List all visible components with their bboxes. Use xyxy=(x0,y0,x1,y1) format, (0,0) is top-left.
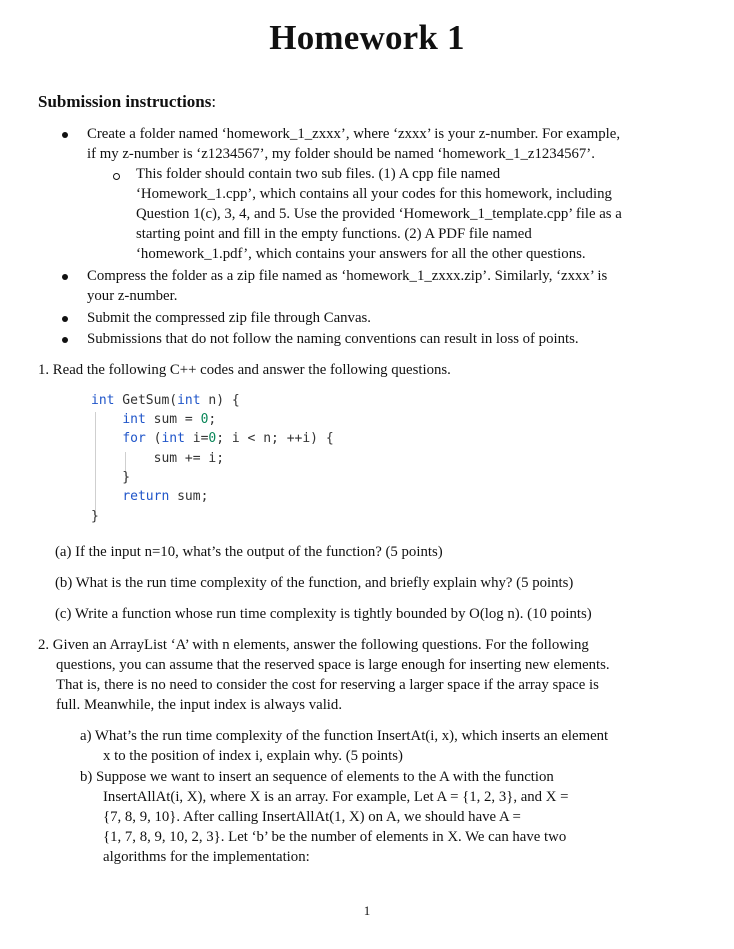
question-2-line-4: full. Meanwhile, the input index is always valid. xyxy=(56,697,343,713)
code-line: int GetSum(int n) { xyxy=(91,393,240,408)
bullet-1-line-2: if my z-number is ‘z1234567’, my folder should be named ‘homework_1_z1234567’. xyxy=(87,146,595,162)
bullet-marker xyxy=(62,132,68,138)
question-2-line-3: That is, there is no need to consider the cost for reserving a larger space if the array space is xyxy=(56,677,599,693)
question-2b-line-1: b) Suppose we want to insert an sequence of elements to the A with the function xyxy=(80,769,554,785)
page-number: 1 xyxy=(363,903,371,918)
code-line: sum += i; xyxy=(91,451,225,466)
question-2-line-2: questions, you can assume that the reserved space is large enough for inserting new elements. xyxy=(56,657,610,673)
question-2b-line-5: algorithms for the implementation: xyxy=(103,849,310,865)
code-line: for (int i=0; i < n; ++i) { xyxy=(122,431,334,446)
question-1a: (a) If the input n=10, what’s the output of the function? (5 points) xyxy=(55,544,443,560)
bullet-marker xyxy=(62,316,68,322)
question-1-stem: 1. Read the following C++ codes and answer the following questions. xyxy=(38,362,451,378)
question-2b-line-2: InsertAllAt(i, X), where X is an array. For example, Let A = {1, 2, 3}, and X = xyxy=(103,789,569,805)
sub-bullet-line-2: ‘Homework_1.cpp’, which contains all your codes for this homework, including xyxy=(136,186,612,202)
code-line: int sum = 0; xyxy=(122,412,217,427)
page-title: Homework 1 xyxy=(269,18,465,57)
sub-bullet-line-4: starting point and fill in the empty functions. (2) A PDF file named xyxy=(136,226,532,242)
question-2a-line-1: a) What’s the run time complexity of the function InsertAt(i, x), which inserts an element xyxy=(80,728,609,744)
question-2-line-1: 2. Given an ArrayList ‘A’ with n elements, answer the following questions. For the following xyxy=(38,637,589,653)
sub-bullet-line-5: ‘homework_1.pdf’, which contains your answers for all the other questions. xyxy=(136,246,586,262)
code-line: return sum; xyxy=(122,489,209,504)
bullet-2-line-2: your z-number. xyxy=(87,288,178,304)
question-1c: (c) Write a function whose run time complexity is tightly bounded by O(log n). (10 points) xyxy=(55,606,592,622)
bullet-marker xyxy=(62,337,68,343)
bullet-3: Submit the compressed zip file through Canvas. xyxy=(87,310,371,326)
sub-bullet-line-1: This folder should contain two sub files. (1) A cpp file named xyxy=(136,166,501,182)
code-line: } xyxy=(91,509,99,524)
sub-bullet-line-3: Question 1(c), 3, 4, and 5. Use the provided ‘Homework_1_template.cpp’ file as a xyxy=(136,206,622,222)
code-line: } xyxy=(91,470,131,485)
bullet-marker xyxy=(62,274,68,280)
question-2b-line-4: {1, 7, 8, 9, 10, 2, 3}. Let ‘b’ be the number of elements in X. We can have two xyxy=(103,829,567,845)
bullet-2-line-1: Compress the folder as a zip file named as ‘homework_1_zxxx.zip’. Similarly, ‘zxxx’ is xyxy=(87,268,608,284)
submission-heading: Submission instructions: xyxy=(38,92,217,111)
question-2b-line-3: {7, 8, 9, 10}. After calling InsertAllAt(1, X) on A, we should have A = xyxy=(103,809,521,825)
question-2a-line-2: x to the position of index i, explain why. (5 points) xyxy=(103,748,403,764)
sub-bullet-marker xyxy=(113,173,120,180)
bullet-1-line-1: Create a folder named ‘homework_1_zxxx’, where ‘zxxx’ is your z-number. For example, xyxy=(87,126,621,142)
bullet-4: Submissions that do not follow the naming conventions can result in loss of points. xyxy=(87,331,579,347)
question-1b: (b) What is the run time complexity of the function, and briefly explain why? (5 points) xyxy=(55,575,574,591)
